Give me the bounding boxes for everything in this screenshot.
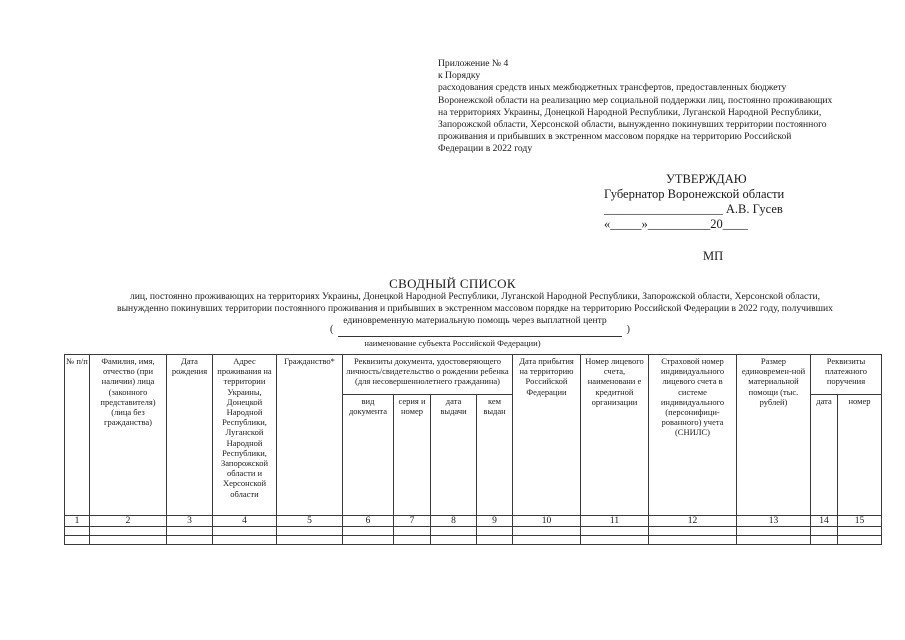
header-cell: Дата рождения: [167, 355, 213, 516]
column-number: 5: [277, 516, 343, 527]
description-line: вынужденно покинувших территории постоянного проживания и прибывших в экстренном массовом порядке на территорию Российской Федерации в 2022 году, получивших: [117, 302, 833, 314]
table-cell: [167, 527, 213, 536]
approval-title: УТВЕРЖДАЮ: [666, 172, 747, 186]
column-number: 4: [213, 516, 277, 527]
appendix-line: Запорожской области, Херсонской области, вынужденно покинувших территории постоянного: [438, 119, 827, 131]
column-number: 13: [737, 516, 811, 527]
table-cell: [343, 527, 394, 536]
header-cell: Дата прибытия на территорию Российской Федерации: [513, 355, 581, 516]
header-cell: дата выдачи: [431, 395, 477, 516]
column-number: 10: [513, 516, 581, 527]
column-number: 9: [477, 516, 513, 527]
header-cell: Гражданство*: [277, 355, 343, 516]
header-cell: Номер лицевого счета, наименовани е кредитной организации: [581, 355, 649, 516]
table-cell: [581, 527, 649, 536]
column-number: 2: [90, 516, 167, 527]
header-cell: номер: [838, 395, 882, 516]
header-group-cell: Реквизиты платежного поручения: [811, 355, 882, 395]
table-cell: [513, 527, 581, 536]
table-row: [65, 527, 882, 536]
header-cell: серия и номер: [394, 395, 431, 516]
column-number: 6: [343, 516, 394, 527]
table-cell: [394, 536, 431, 545]
subject-underline: [338, 336, 622, 337]
header-cell: Страховой номер индивидуального лицевого счета в системе индивидуального (персонифици-рованного) учета (СНИЛС): [649, 355, 737, 516]
document-description: [60, 291, 890, 326]
table-row: [65, 536, 882, 545]
appendix-header: [438, 58, 888, 156]
column-number: 12: [649, 516, 737, 527]
approval-block: [604, 172, 824, 232]
header-cell: вид документа: [343, 395, 394, 516]
table-cell: [167, 536, 213, 545]
table-cell: [838, 536, 882, 545]
column-number: 14: [811, 516, 838, 527]
table-cell: [649, 527, 737, 536]
table-cell: [811, 536, 838, 545]
appendix-line: Воронежской области на реализацию мер социальной поддержки лиц, постоянно проживающих: [438, 94, 833, 106]
table-cell: [90, 536, 167, 545]
table-cell: [649, 536, 737, 545]
summary-table: [64, 354, 882, 545]
approval-signature: ___________________ А.В. Гусев: [604, 202, 783, 216]
table-cell: [277, 527, 343, 536]
appendix-line: проживания и прибывших в экстренном массовом порядке на территорию Российской: [438, 131, 792, 143]
table-cell: [477, 527, 513, 536]
column-number: 8: [431, 516, 477, 527]
appendix-line: расходования средств иных межбюджетных трансфертов, предоставленных бюджету: [438, 82, 787, 94]
table-cell: [343, 536, 394, 545]
table-cell: [477, 536, 513, 545]
header-cell: дата: [811, 395, 838, 516]
header-cell: № п/п: [65, 355, 90, 516]
header-cell: Размер единовремен-ной материальной помощи (тыс. рублей): [737, 355, 811, 516]
approval-position: Губернатор Воронежской области: [604, 187, 785, 201]
table-cell: [65, 536, 90, 545]
header-group-cell: Реквизиты документа, удостоверяющего личность/свидетельство о рождении ребенка (для несовершеннолетнего гражданина): [343, 355, 513, 395]
table-cell: [737, 536, 811, 545]
table-cell: [737, 527, 811, 536]
table-cell: [277, 536, 343, 545]
table-cell: [213, 527, 277, 536]
header-cell: Фамилия, имя, отчество (при наличии) лица (законного представителя) (лица без гражданства): [90, 355, 167, 516]
column-number: 11: [581, 516, 649, 527]
appendix-line: к Порядку: [438, 70, 481, 82]
stamp-placeholder: МП: [703, 249, 724, 263]
table-cell: [513, 536, 581, 545]
column-number: 3: [167, 516, 213, 527]
table-cell: [581, 536, 649, 545]
table-cell: [811, 527, 838, 536]
table-cell: [394, 527, 431, 536]
appendix-line: на территориях Украины, Донецкой Народной Республики, Луганской Народной Республики,: [438, 106, 822, 118]
header-cell: кем выдан: [477, 395, 513, 516]
subject-close-paren: ): [626, 324, 630, 335]
table-cell: [838, 527, 882, 536]
document-title: СВОДНЫЙ СПИСОК: [389, 276, 516, 291]
appendix-line: Приложение № 4: [438, 58, 509, 69]
table-cell: [431, 536, 477, 545]
column-number-row: [65, 516, 882, 527]
subject-open-paren: (: [330, 324, 334, 335]
header-cell: Адрес проживания на территории Украины, Донецкой Народной Республики, Луганской Народной Республики, Запорожской области и Херсонской области: [213, 355, 277, 516]
approval-date: «_____»__________20____: [604, 217, 748, 231]
appendix-line: Федерации в 2022 году: [438, 143, 533, 155]
column-number: 7: [394, 516, 431, 527]
column-number: 15: [838, 516, 882, 527]
column-number: 1: [65, 516, 90, 527]
header-row-1: [65, 355, 882, 395]
table-cell: [90, 527, 167, 536]
subject-caption: наименование субъекта Российской Федерации): [364, 338, 541, 348]
table-cell: [65, 527, 90, 536]
description-line: единовременную материальную помощь через выплатной центр: [343, 314, 607, 326]
table-cell: [431, 527, 477, 536]
description-line: лиц, постоянно проживающих на территориях Украины, Донецкой Народной Республики, Луганской Народной Республики, Запорожской области, Херсонской области,: [130, 291, 820, 302]
table-cell: [213, 536, 277, 545]
